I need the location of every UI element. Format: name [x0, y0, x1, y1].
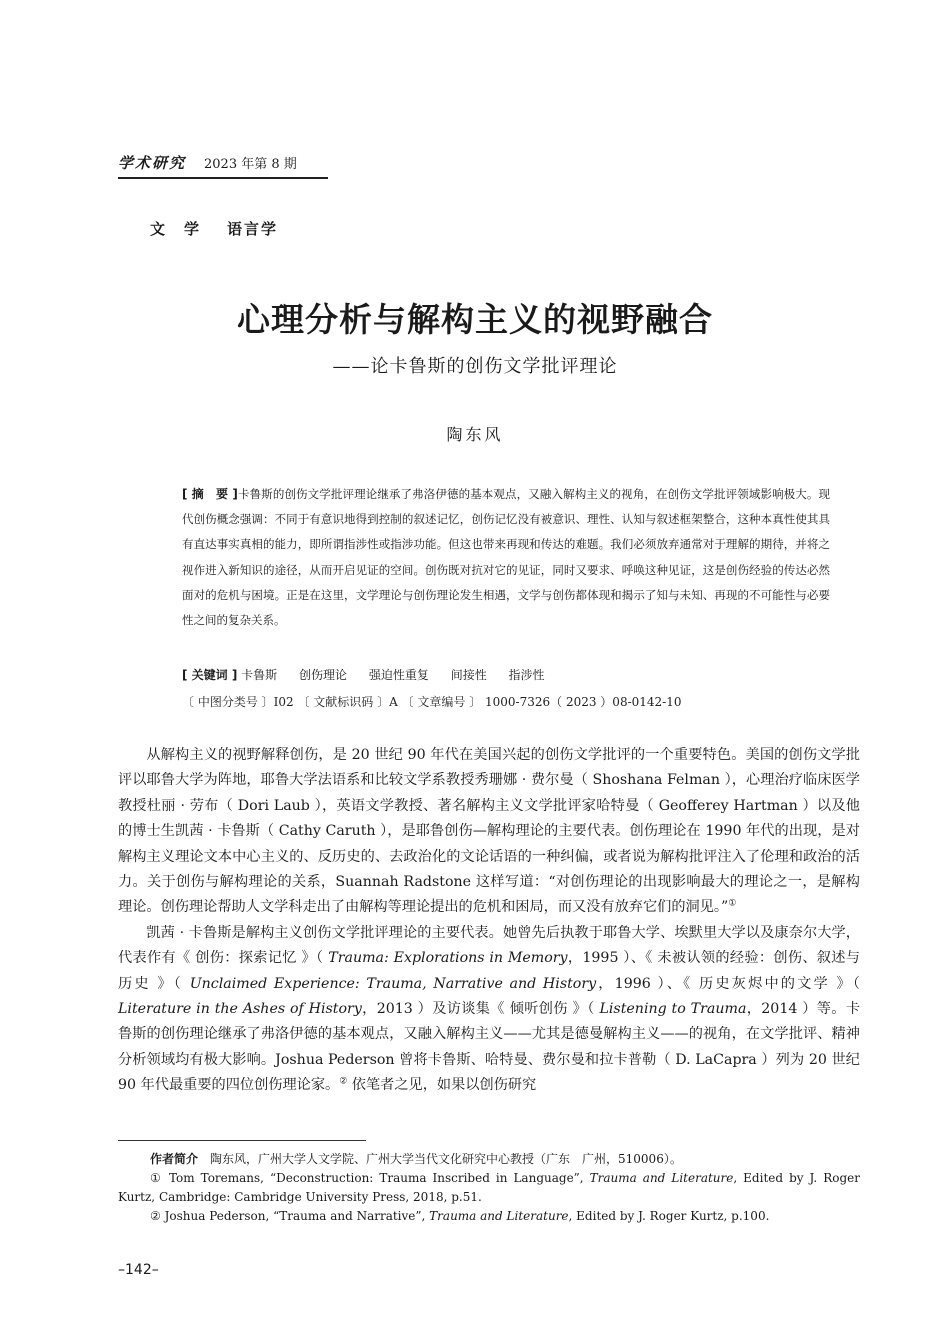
article-subtitle: ——论卡鲁斯的创伤文学批评理论	[332, 356, 618, 377]
author-bio: 作者简介 陶东风，广州大学人文学院、广州大学当代文化研究中心教授（广东 广州，510006）。	[150, 1152, 682, 1166]
footnote-ref: ①	[728, 898, 737, 909]
body-paragraph: 从解构主义的视野解释创伤，是 20 世纪 90 年代在美国兴起的创伤文学批评的一个重要特色。美国的创伤文学批评以耶鲁大学为阵地，耶鲁大学法语系和比较文学系教授秀珊娜 · 费尔曼（ Shoshana Felman ），心理治疗临床医学教授杜丽 · 劳布（ Dori Laub ），英语文学教授、著名解构主义文学批评家哈特曼（ Geofferey Hartman ）以及他的博士生凯茜 · 卡鲁斯（ Cathy Caruth ），是耶鲁创伤—解构理论的主要代表。创伤理论在 1990 年代的出现，是对解构主义理论文本中心主义的、反历史的、去政治化的文论话语的一种纠偏，或者说为解构批评注入了伦理和政治的活力。关于创伤与解构理论的关系，Suannah Radstone 这样写道：“对创伤理论的出现影响最大的理论之一，是解构理论。创伤理论帮助人文学科走出了由解构等理论提出的危机和困局，而又没有放弃它们的洞见。”①	[118, 747, 860, 916]
section-label	[150, 218, 278, 239]
abstract-text: 卡鲁斯的创伤文学批评理论继承了弗洛伊德的基本观点，又融入解构主义的视角，在创伤文学批评领域影响极大。现代创伤概念强调：不同于有意识地得到控制的叙述记忆，创伤记忆没有被意识、理性、认知与叙述框架整合，这种本真性使其具有直达事实真相的能力，即所谓指涉性或指涉功能。但这也带来再现和传达的难题。我们必须放弃通常对于理解的期待，并将之视作进入新知识的途径，从而开启见证的空间。创伤既对抗对它的见证，同时又要求、呼唤这种见证，这是创伤经验的传达必然面对的危机与困境。正是在这里，文学理论与创伤理论发生相遇，文学与创伤都体现和揭示了知与未知、再现的不可能性与必要性之间的复杂关系。	[182, 487, 831, 628]
keywords	[182, 666, 563, 683]
footnotes	[118, 1150, 860, 1226]
article-author: 陶东风	[446, 425, 504, 444]
footnote-1: ① Tom Toremans, “Deconstruction: Trauma Inscribed in Language”, Trauma and Literature, Edited by J. Roger Kurtz, Cambridge: Cambridge University Press, 2018, p.51.	[118, 1171, 860, 1204]
keyword: 卡鲁斯	[241, 668, 278, 682]
abstract	[150, 482, 830, 633]
page-number: –142–	[118, 1262, 159, 1278]
footnote-divider	[118, 1140, 366, 1141]
section-part-linguistics: 语言学	[227, 220, 279, 238]
abstract-label: [ 摘 要 ]	[182, 487, 238, 501]
keyword: 强迫性重复	[368, 668, 429, 682]
keywords-label: [ 关键词 ]	[182, 668, 238, 682]
keyword: 指涉性	[508, 668, 545, 682]
keyword: 创伤理论	[299, 668, 348, 682]
classification-codes: 〔 中图分类号 〕I02 〔 文献标识码 〕A 〔 文章编号 〕 1000-7326（ 2023 ）08-0142-10	[182, 695, 682, 709]
journal-logo: 学术研究	[118, 154, 187, 172]
section-part-literature: 文 学	[150, 220, 202, 238]
article-body	[118, 743, 860, 1099]
issue-label: 2023 年第 8 期	[204, 157, 297, 172]
article-title: 心理分析与解构主义的视野融合	[237, 300, 713, 339]
keyword: 间接性	[450, 668, 487, 682]
footnote-ref: ②	[339, 1076, 348, 1087]
footnote-2: ② Joshua Pederson, “Trauma and Narrative”, Trauma and Literature, Edited by J. Roger Kurtz, p.100.	[150, 1209, 770, 1223]
running-header	[118, 152, 328, 179]
body-paragraph: 凯茜 · 卡鲁斯是解构主义创伤文学批评理论的主要代表。她曾先后执教于耶鲁大学、埃默里大学以及康奈尔大学，代表作有《 创伤：探索记忆 》（ Trauma: Explorations in Memory，1995 ）、《 未被认领的经验：创伤、叙述与历史 》（ Unclaimed Experience: Trauma, Narrative and History，1996 ）、《 历史灰烬中的文学 》（ Literature in the Ashes of History，2013 ）及访谈集《 倾听创伤 》（ Listening to Trauma，2014 ）等。卡鲁斯的创伤理论继承了弗洛伊德的基本观点，又融入解构主义——尤其是德曼解构主义——的视角，在文学批评、精神分析领域均有极大影响。Joshua Pederson 曾将卡鲁斯、哈特曼、费尔曼和拉卡普勒（ D. LaCapra ）列为 20 世纪 90 年代最重要的四位创伤理论家。② 依笔者之见，如果以创伤研究	[118, 924, 861, 1094]
